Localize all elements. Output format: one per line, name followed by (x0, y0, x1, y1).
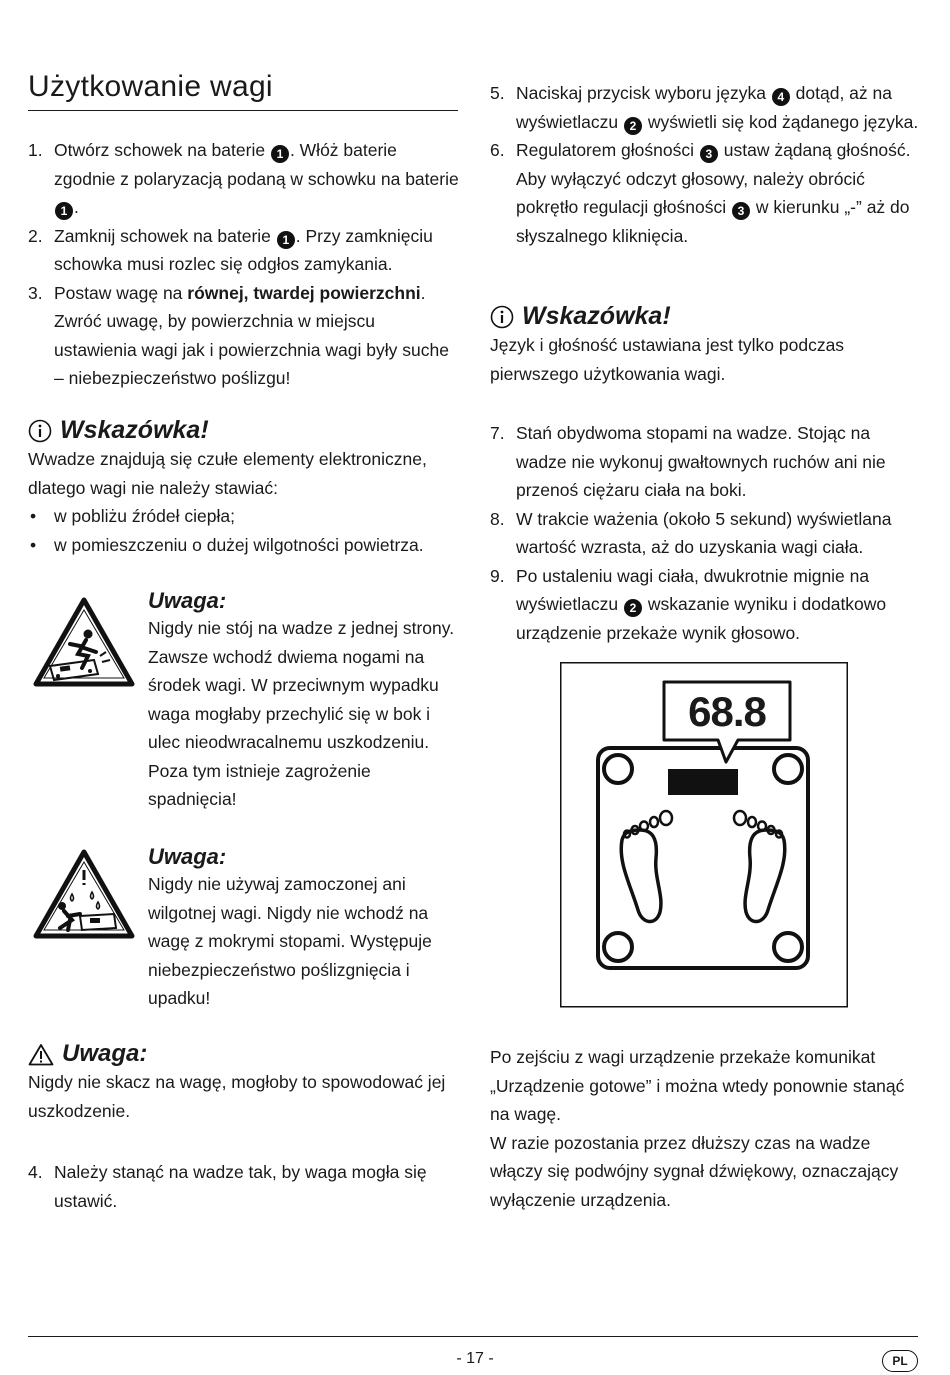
hint-intro: Wwadze znajdują się czułe elementy elektroniczne, dlatego wagi nie należy stawiać: (28, 449, 427, 498)
list-item: 4. Należy stanąć na wadze tak, by waga mogła się ustawić. (28, 1162, 427, 1211)
list-item: 9. Po ustaleniu wagi ciała, dwukrotnie mignie na wyświetlaczu 2 wskazanie wyniku i dodatkowo urządzenie przekaże wynik głosowo. (490, 565, 887, 643)
list-item: • w pobliżu źródeł ciepła; (28, 502, 460, 531)
hint-bullets (28, 502, 460, 559)
hint-heading: Wskazówka! (28, 416, 460, 445)
page-title: Użytkowanie wagi (28, 70, 458, 111)
list-item: 8. W trakcie ważenia (około 5 sekund) wyświetlana wartość wzrasta, aż do uzyskania wagi ciała. (490, 508, 892, 557)
warning-text: Nigdy nie używaj zamoczonej ani wilgotnej wagi. Nigdy nie wchodź na wagę z mokrymi stopami. Występuje niebezpieczeństwo poślizgnięcia i upadku! (148, 874, 432, 1008)
closing-text: Po zejściu z wagi urządzenie przekaże komunikat „Urządzenie gotowe” i można wtedy ponownie stanąć na wagę. W razie pozostania przez dłuższy czas na wadze włączy się podwójny sygnał dźwiękowy, oznaczający wyłączenie urządzenia. (490, 1047, 905, 1210)
steps-list-c (490, 79, 922, 250)
warning-triangle-icon (28, 1043, 54, 1066)
warning-tipping (28, 588, 460, 818)
warning-jump (28, 1040, 460, 1125)
display-ref-icon: 2 (624, 599, 642, 617)
warning-heading: Uwaga: (148, 844, 227, 869)
list-item: • w pomieszczeniu o dużej wilgotności powietrza. (28, 531, 460, 560)
page-number: - 17 - (456, 1350, 494, 1367)
steps-list-a (28, 136, 460, 393)
list-item: 3. Postaw wagę na równej, twardej powierzchni. Zwróć uwagę, by powierzchnia w miejscu ustawienia wagi jak i powierzchnia wagi były suche – niebezpieczeństwo poślizgu! (28, 282, 449, 388)
display-ref-icon: 2 (624, 117, 642, 135)
steps-list-b (28, 1158, 460, 1215)
steps-list-d (490, 419, 922, 647)
battery-compartment-ref-icon: 1 (277, 231, 295, 249)
warning-heading: Uwaga: (148, 588, 227, 613)
battery-compartment-ref-icon: 1 (55, 202, 73, 220)
battery-compartment-ref-icon: 1 (271, 145, 289, 163)
language-button-ref-icon: 4 (772, 88, 790, 106)
wet-scale-warning-icon (32, 848, 136, 940)
list-item: 2. Zamknij schowek na baterie 1 . Przy zamknięciu schowka musi rozlec się odgłos zamykania. (28, 225, 433, 274)
warning-text: Nigdy nie stój na wadze z jednej strony. Zawsze wchodź dwiema nogami na środek wagi. W przeciwnym wypadku waga mogłaby przechylić się w bok i ulec nieodwracalnemu uszkodzeniu. Poza tym istnieje zagrożenie spadnięcia! (148, 618, 455, 809)
footer-divider (28, 1336, 918, 1337)
list-item: 7. Stań obydwoma stopami na wadze. Stojąc na wadze nie wykonuj gwałtownych ruchów ani nie przenoś ciężaru ciała na boki. (490, 423, 886, 500)
warning-wet (28, 844, 460, 1014)
list-item: 5. Naciskaj przycisk wyboru języka 4 dotąd, aż na wyświetlaczu 2 wyświetli się kod żądanego języka. (490, 83, 919, 133)
volume-control-ref-icon: 3 (700, 145, 718, 163)
hint-heading: Wskazówka! (490, 302, 922, 331)
volume-control-ref-icon: 3 (732, 202, 750, 220)
list-item: 1. Otwórz schowek na baterie 1 . Włóż baterie zgodnie z polaryzacją podaną w schowku na baterie 1 . (28, 140, 459, 218)
display-reading: 68.8 (688, 688, 766, 735)
hint-box-left (28, 416, 460, 559)
info-icon (490, 305, 514, 329)
list-item: 6. Regulatorem głośności 3 ustaw żądaną głośność. Aby wyłączyć odczyt głosowy, należy obrócić pokrętło regulacji głośności 3 w kierunku „-” aż do słyszalnego kliknięcia. (490, 140, 911, 246)
warning-heading: Uwaga: (28, 1040, 460, 1068)
tipping-scale-warning-icon (32, 596, 136, 688)
info-icon (28, 419, 52, 443)
hint-box-right (490, 302, 922, 388)
warning-text: Nigdy nie skacz na wagę, mogłoby to spowodować jej uszkodzenie. (28, 1072, 446, 1121)
language-badge: PL (882, 1350, 918, 1372)
hint-text: Język i głośność ustawiana jest tylko podczas pierwszego użytkowania wagi. (490, 335, 845, 384)
